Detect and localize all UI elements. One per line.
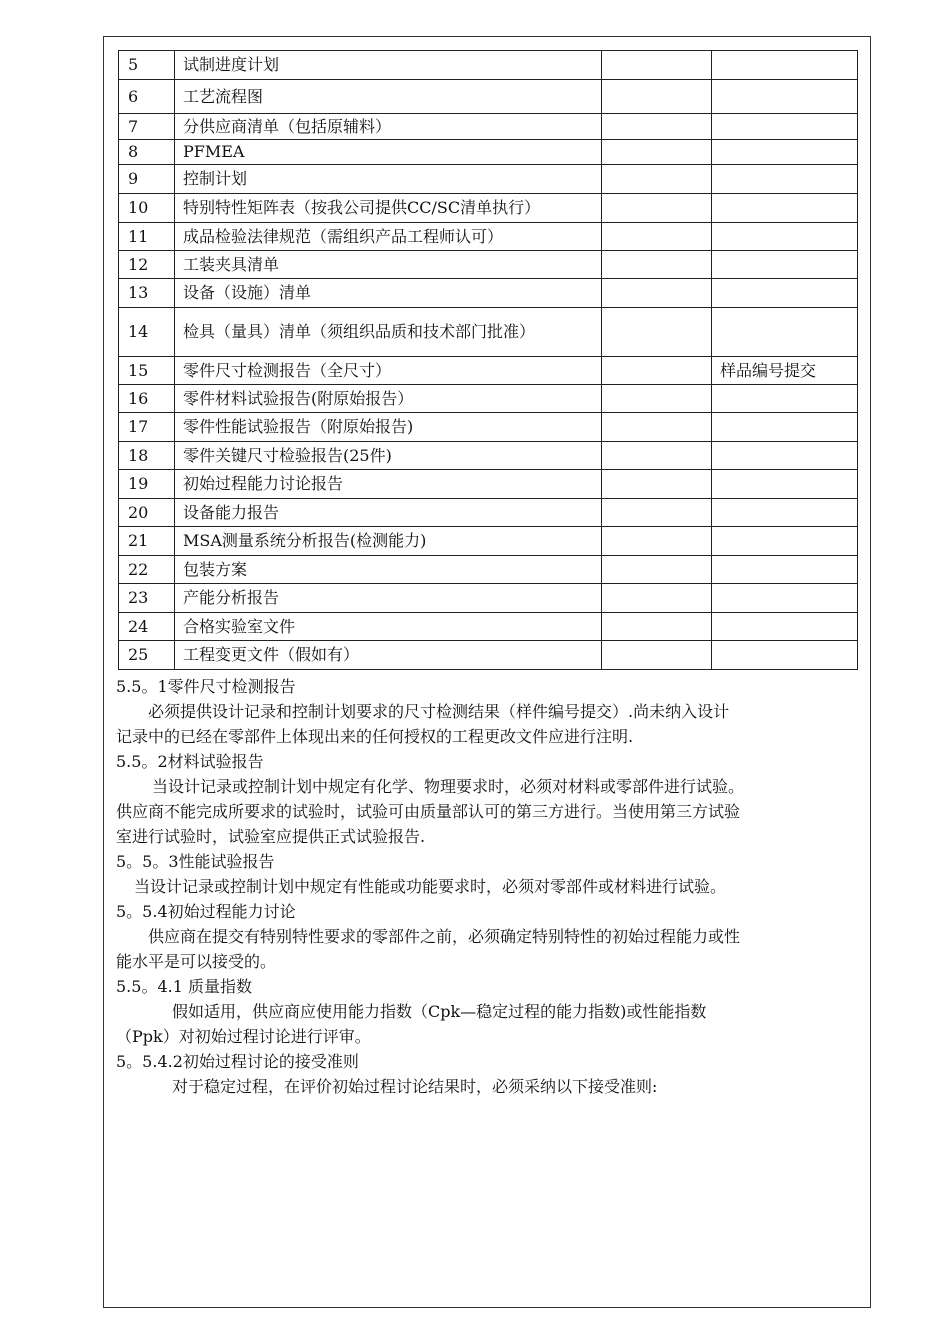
item-remark-cell bbox=[712, 641, 858, 670]
item-remark-cell bbox=[712, 51, 858, 80]
table-row bbox=[119, 251, 858, 279]
item-status-cell bbox=[602, 527, 712, 556]
item-number-cell: 25 bbox=[119, 641, 175, 670]
table-row bbox=[119, 51, 858, 80]
table-row bbox=[119, 165, 858, 194]
item-number-cell: 24 bbox=[119, 613, 175, 641]
item-number-cell: 7 bbox=[119, 114, 175, 140]
table-row bbox=[119, 114, 858, 140]
item-number-cell: 14 bbox=[119, 308, 175, 357]
item-name-cell: 成品检验法律规范（需组织产品工程师认可） bbox=[175, 223, 602, 251]
item-number-cell: 21 bbox=[119, 527, 175, 556]
item-status-cell bbox=[602, 442, 712, 470]
item-remark-cell bbox=[712, 80, 858, 114]
item-name-cell: 零件性能试验报告（附原始报告) bbox=[175, 413, 602, 442]
item-name-cell: 零件尺寸检测报告（全尺寸） bbox=[175, 357, 602, 385]
table-row bbox=[119, 140, 858, 165]
item-status-cell bbox=[602, 413, 712, 442]
table-row bbox=[119, 194, 858, 223]
item-number-cell: 18 bbox=[119, 442, 175, 470]
table-row bbox=[119, 80, 858, 114]
item-status-cell bbox=[602, 140, 712, 165]
item-number-cell: 10 bbox=[119, 194, 175, 223]
item-name-cell: 工艺流程图 bbox=[175, 80, 602, 114]
table-row bbox=[119, 641, 858, 670]
item-status-cell bbox=[602, 308, 712, 357]
item-number-cell: 17 bbox=[119, 413, 175, 442]
item-status-cell bbox=[602, 114, 712, 140]
item-status-cell bbox=[602, 385, 712, 413]
section-heading-5-5-4: 5。5.4初始过程能力讨论 bbox=[116, 902, 296, 921]
item-status-cell bbox=[602, 251, 712, 279]
item-status-cell bbox=[602, 584, 712, 613]
table-row bbox=[119, 499, 858, 527]
section-heading-5-5-2: 5.5。2材料试验报告 bbox=[116, 752, 264, 771]
paragraph-line: 假如适用，供应商应使用能力指数（Cpk—稳定过程的能力指数)或性能指数 bbox=[172, 1002, 707, 1021]
item-name-cell: 工装夹具清单 bbox=[175, 251, 602, 279]
item-name-cell: 控制计划 bbox=[175, 165, 602, 194]
item-status-cell bbox=[602, 165, 712, 194]
item-name-cell: MSA测量系统分析报告(检测能力) bbox=[175, 527, 602, 556]
item-name-cell: 试制进度计划 bbox=[175, 51, 602, 80]
item-number-cell: 6 bbox=[119, 80, 175, 114]
item-remark-cell bbox=[712, 165, 858, 194]
item-number-cell: 22 bbox=[119, 556, 175, 584]
item-remark-cell bbox=[712, 251, 858, 279]
item-number-cell: 15 bbox=[119, 357, 175, 385]
item-name-cell: 包装方案 bbox=[175, 556, 602, 584]
table-row bbox=[119, 385, 858, 413]
item-number-cell: 8 bbox=[119, 140, 175, 165]
item-number-cell: 13 bbox=[119, 279, 175, 308]
paragraph-line: 记录中的已经在零部件上体现出来的任何授权的工程更改文件应进行注明. bbox=[116, 727, 634, 746]
paragraph-line: 能水平是可以接受的。 bbox=[116, 952, 277, 971]
item-status-cell bbox=[602, 470, 712, 499]
table-row bbox=[119, 584, 858, 613]
item-remark-cell bbox=[712, 114, 858, 140]
table-body bbox=[119, 51, 858, 670]
item-remark-cell bbox=[712, 470, 858, 499]
item-remark-cell bbox=[712, 613, 858, 641]
item-name-cell: 产能分析报告 bbox=[175, 584, 602, 613]
table-row bbox=[119, 613, 858, 641]
item-status-cell bbox=[602, 499, 712, 527]
item-name-cell: PFMEA bbox=[175, 140, 602, 165]
section-heading-5-5-3: 5。5。3性能试验报告 bbox=[116, 852, 275, 871]
table-row bbox=[119, 413, 858, 442]
item-name-cell: 检具（量具）清单（须组织品质和技术部门批准） bbox=[175, 308, 602, 357]
item-number-cell: 9 bbox=[119, 165, 175, 194]
item-remark-cell bbox=[712, 556, 858, 584]
table-row bbox=[119, 357, 858, 385]
item-remark-cell bbox=[712, 223, 858, 251]
item-status-cell bbox=[602, 357, 712, 385]
item-number-cell: 5 bbox=[119, 51, 175, 80]
item-status-cell bbox=[602, 80, 712, 114]
item-name-cell: 合格实验室文件 bbox=[175, 613, 602, 641]
paragraph-line: （Ppk）对初始过程讨论进行评审。 bbox=[116, 1027, 371, 1046]
item-status-cell bbox=[602, 613, 712, 641]
item-number-cell: 11 bbox=[119, 223, 175, 251]
table-row bbox=[119, 442, 858, 470]
item-name-cell: 初始过程能力讨论报告 bbox=[175, 470, 602, 499]
paragraph-line: 必须提供设计记录和控制计划要求的尺寸检测结果（样件编号提交）.尚未纳入设计 bbox=[148, 702, 730, 721]
paragraph-line: 对于稳定过程，在评价初始过程讨论结果时，必须采纳以下接受准则: bbox=[172, 1077, 658, 1096]
item-number-cell: 12 bbox=[119, 251, 175, 279]
paragraph-line: 供应商不能完成所要求的试验时，试验可由质量部认可的第三方进行。当使用第三方试验 bbox=[116, 802, 741, 821]
item-remark-cell bbox=[712, 140, 858, 165]
section-heading-5-5-4-2: 5。5.4.2初始过程讨论的接受准则 bbox=[116, 1052, 359, 1071]
paragraph-line: 室进行试验时，试验室应提供正式试验报告. bbox=[116, 827, 426, 846]
document-body bbox=[116, 674, 864, 1099]
section-heading-5-5-1: 5.5。1零件尺寸检测报告 bbox=[116, 677, 296, 696]
item-remark-cell bbox=[712, 527, 858, 556]
item-status-cell bbox=[602, 194, 712, 223]
item-number-cell: 23 bbox=[119, 584, 175, 613]
item-remark-cell bbox=[712, 584, 858, 613]
item-name-cell: 特别特性矩阵表（按我公司提供CC/SC清单执行） bbox=[175, 194, 602, 223]
item-remark-cell: 样品编号提交 bbox=[712, 357, 858, 385]
item-remark-cell bbox=[712, 442, 858, 470]
item-remark-cell bbox=[712, 308, 858, 357]
item-remark-cell bbox=[712, 499, 858, 527]
item-name-cell: 分供应商清单（包括原辅料） bbox=[175, 114, 602, 140]
item-name-cell: 零件关键尺寸检验报告(25件) bbox=[175, 442, 602, 470]
table-row bbox=[119, 223, 858, 251]
item-number-cell: 19 bbox=[119, 470, 175, 499]
table-row bbox=[119, 527, 858, 556]
item-remark-cell bbox=[712, 194, 858, 223]
table-row bbox=[119, 470, 858, 499]
item-remark-cell bbox=[712, 279, 858, 308]
item-status-cell bbox=[602, 641, 712, 670]
item-status-cell bbox=[602, 223, 712, 251]
paragraph-line: 当设计记录或控制计划中规定有化学、物理要求时，必须对材料或零部件进行试验。 bbox=[152, 777, 745, 796]
table-row bbox=[119, 556, 858, 584]
paragraph-line: 供应商在提交有特别特性要求的零部件之前，必须确定特别特性的初始过程能力或性 bbox=[148, 927, 741, 946]
table-row bbox=[119, 308, 858, 357]
item-name-cell: 工程变更文件（假如有） bbox=[175, 641, 602, 670]
item-name-cell: 设备能力报告 bbox=[175, 499, 602, 527]
item-remark-cell bbox=[712, 413, 858, 442]
item-number-cell: 20 bbox=[119, 499, 175, 527]
item-number-cell: 16 bbox=[119, 385, 175, 413]
item-remark-cell bbox=[712, 385, 858, 413]
item-name-cell: 零件材料试验报告(附原始报告） bbox=[175, 385, 602, 413]
item-status-cell bbox=[602, 279, 712, 308]
item-name-cell: 设备（设施）清单 bbox=[175, 279, 602, 308]
paragraph-line: 当设计记录或控制计划中规定有性能或功能要求时，必须对零部件或材料进行试验。 bbox=[134, 877, 727, 896]
table-row bbox=[119, 279, 858, 308]
submission-items-table bbox=[118, 50, 858, 670]
item-status-cell bbox=[602, 51, 712, 80]
item-status-cell bbox=[602, 556, 712, 584]
section-heading-5-5-4-1: 5.5。4.1 质量指数 bbox=[116, 977, 252, 996]
